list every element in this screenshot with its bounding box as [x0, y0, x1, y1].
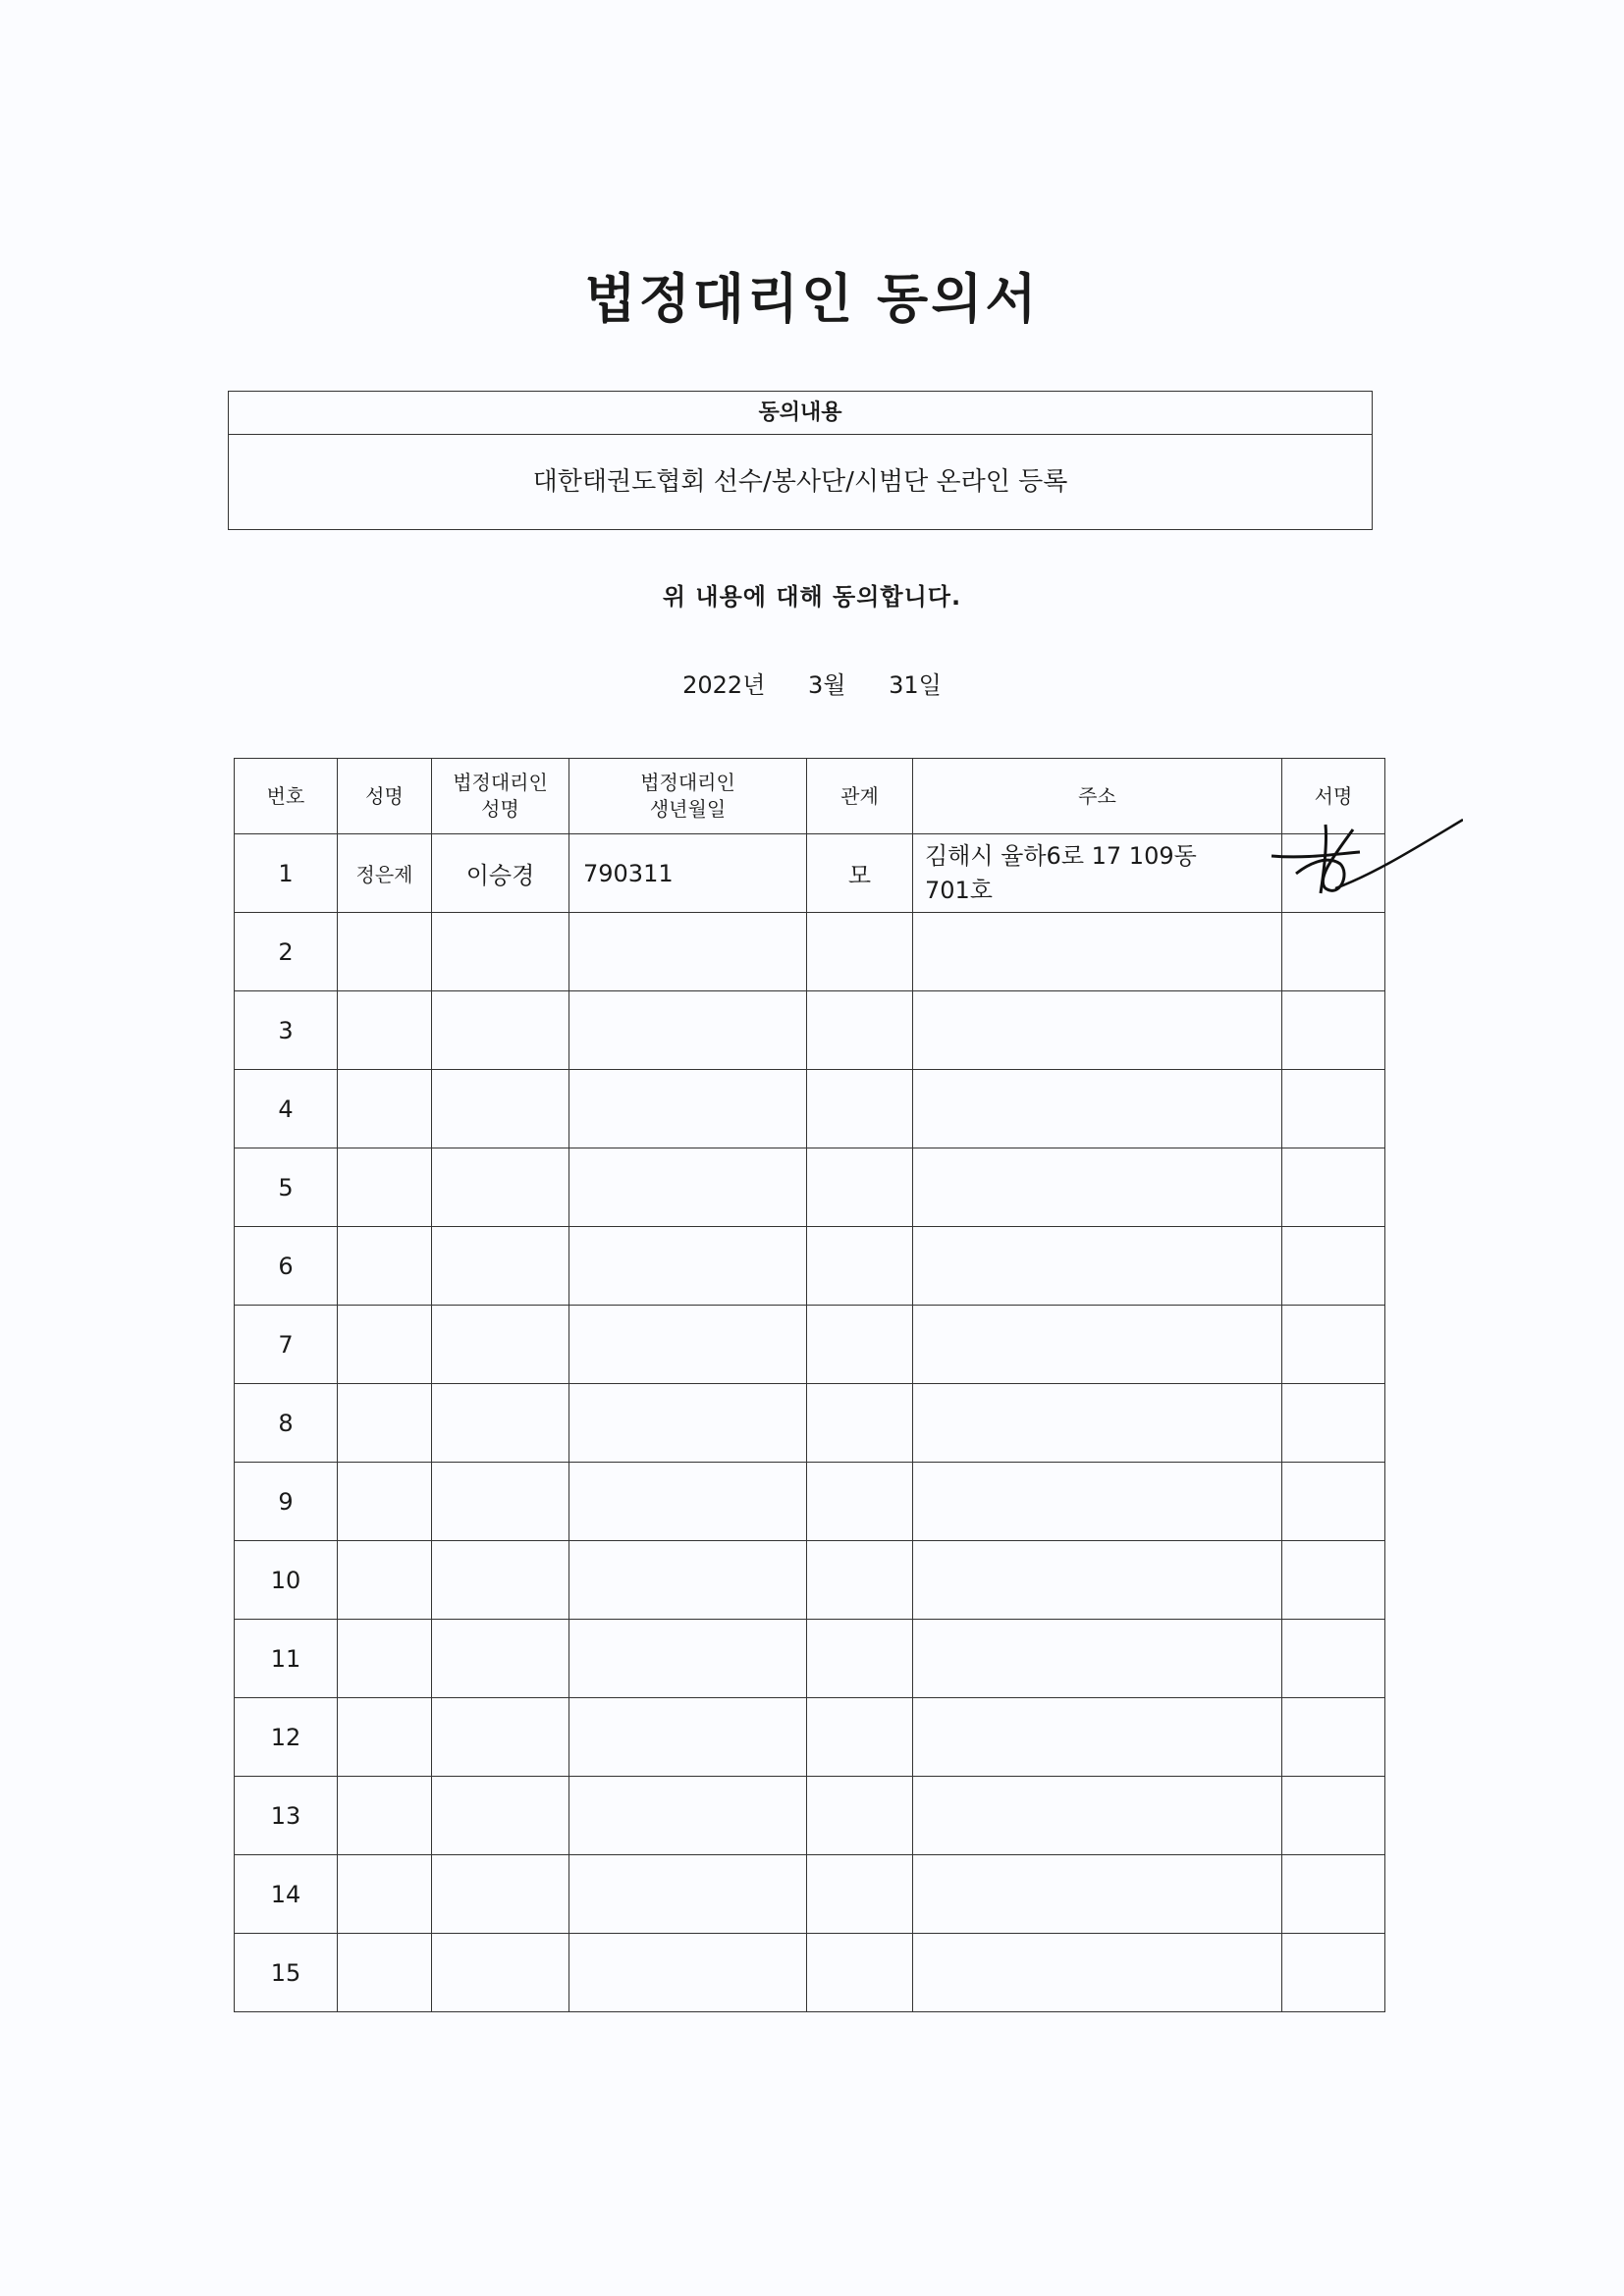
- cell-address: [913, 1855, 1282, 1934]
- cell-no: 6: [235, 1227, 338, 1306]
- cell-signature: [1282, 1306, 1385, 1384]
- cell-no: 3: [235, 991, 338, 1070]
- table-row: [235, 1698, 1385, 1777]
- header-address: 주소: [913, 759, 1282, 834]
- cell-relation: [807, 1070, 913, 1148]
- cell-guardian-birth: [569, 1463, 807, 1541]
- header-guardian-birth: [569, 759, 807, 834]
- cell-address: [913, 1070, 1282, 1148]
- cell-signature: [1282, 1463, 1385, 1541]
- cell-guardian-name: [432, 1070, 569, 1148]
- cell-no: 12: [235, 1698, 338, 1777]
- cell-guardian-name: [432, 1541, 569, 1620]
- cell-guardian-birth: 790311: [569, 834, 807, 913]
- cell-no: 11: [235, 1620, 338, 1698]
- cell-guardian-birth: [569, 1148, 807, 1227]
- cell-signature: [1282, 1148, 1385, 1227]
- cell-guardian-birth: [569, 1698, 807, 1777]
- cell-name: [338, 1463, 432, 1541]
- table-row: [235, 834, 1385, 913]
- cell-guardian-birth: [569, 1384, 807, 1463]
- header-guardian-birth-line1: 법정대리인: [640, 771, 735, 794]
- header-no: 번호: [235, 759, 338, 834]
- table-row: [235, 1541, 1385, 1620]
- table-row: [235, 1620, 1385, 1698]
- cell-guardian-birth: [569, 1855, 807, 1934]
- cell-guardian-birth: [569, 1306, 807, 1384]
- cell-signature: [1282, 913, 1385, 991]
- cell-relation: [807, 1384, 913, 1463]
- table-row: [235, 991, 1385, 1070]
- cell-guardian-name: [432, 1384, 569, 1463]
- cell-name: [338, 1620, 432, 1698]
- cell-address: [913, 991, 1282, 1070]
- cell-guardian-name: [432, 913, 569, 991]
- date-year: 2022년: [682, 671, 766, 699]
- cell-guardian-name: [432, 1698, 569, 1777]
- cell-name: [338, 1855, 432, 1934]
- header-signature: 서명: [1282, 759, 1385, 834]
- cell-guardian-birth: [569, 913, 807, 991]
- agreement-statement: 위 내용에 대해 동의합니다.: [662, 583, 962, 611]
- table-row: [235, 1777, 1385, 1855]
- table-row: [235, 1306, 1385, 1384]
- address-line: 701호: [925, 876, 993, 904]
- cell-no: 15: [235, 1934, 338, 2012]
- cell-address: [913, 1620, 1282, 1698]
- header-guardian-name: [432, 759, 569, 834]
- cell-address: [913, 1934, 1282, 2012]
- cell-address: [913, 1148, 1282, 1227]
- cell-name: [338, 1227, 432, 1306]
- table-row: [235, 1384, 1385, 1463]
- cell-guardian-name: [432, 1855, 569, 1934]
- cell-guardian-name: [432, 1463, 569, 1541]
- cell-signature: [1282, 1698, 1385, 1777]
- cell-guardian-name: [432, 1227, 569, 1306]
- cell-relation: [807, 1148, 913, 1227]
- cell-name: [338, 1148, 432, 1227]
- cell-relation: [807, 1306, 913, 1384]
- cell-guardian-birth: [569, 1541, 807, 1620]
- cell-signature: [1282, 1620, 1385, 1698]
- cell-guardian-name: 이승경: [432, 834, 569, 913]
- cell-guardian-birth: [569, 1620, 807, 1698]
- header-guardian-birth-line2: 생년월일: [649, 797, 727, 821]
- cell-relation: [807, 1855, 913, 1934]
- header-guardian-name-line2: 성명: [481, 797, 519, 821]
- table-row: [235, 1070, 1385, 1148]
- cell-guardian-birth: [569, 1934, 807, 2012]
- cell-name: [338, 1541, 432, 1620]
- table-row: [235, 1934, 1385, 2012]
- cell-relation: [807, 1463, 913, 1541]
- table-row: [235, 1227, 1385, 1306]
- cell-relation: [807, 913, 913, 991]
- date-month: 3월: [808, 671, 846, 699]
- cell-name: [338, 1777, 432, 1855]
- cell-no: 9: [235, 1463, 338, 1541]
- header-relation: 관계: [807, 759, 913, 834]
- cell-guardian-name: [432, 1934, 569, 2012]
- cell-guardian-name: [432, 991, 569, 1070]
- cell-guardian-name: [432, 1306, 569, 1384]
- cell-guardian-birth: [569, 1777, 807, 1855]
- cell-relation: [807, 1934, 913, 2012]
- cell-address: [913, 1463, 1282, 1541]
- cell-name: [338, 1306, 432, 1384]
- cell-signature: [1282, 1541, 1385, 1620]
- table-row: [235, 1855, 1385, 1934]
- cell-name: [338, 1934, 432, 2012]
- cell-name: [338, 1698, 432, 1777]
- cell-signature: [1282, 1227, 1385, 1306]
- address-line: 김해시 율하6로 17 109동: [925, 841, 1197, 870]
- cell-relation: [807, 991, 913, 1070]
- cell-address: [913, 913, 1282, 991]
- cell-no: 2: [235, 913, 338, 991]
- table-header-row: [235, 759, 1385, 834]
- cell-signature: [1282, 991, 1385, 1070]
- cell-no: 14: [235, 1855, 338, 1934]
- consent-header: 동의내용: [229, 392, 1372, 435]
- cell-no: 8: [235, 1384, 338, 1463]
- cell-name: [338, 1384, 432, 1463]
- cell-no: 5: [235, 1148, 338, 1227]
- table-row: [235, 1463, 1385, 1541]
- cell-relation: [807, 1777, 913, 1855]
- cell-guardian-birth: [569, 991, 807, 1070]
- cell-no: 4: [235, 1070, 338, 1148]
- cell-no: 13: [235, 1777, 338, 1855]
- handwritten-signature: [1267, 805, 1463, 903]
- guardian-table: [234, 758, 1385, 2012]
- cell-no: 1: [235, 834, 338, 913]
- cell-address: [913, 1698, 1282, 1777]
- consent-box: [228, 391, 1373, 530]
- document-date: [0, 666, 1624, 700]
- cell-address: [913, 1384, 1282, 1463]
- cell-relation: [807, 1227, 913, 1306]
- header-name: 성명: [338, 759, 432, 834]
- cell-address: [913, 1227, 1282, 1306]
- cell-signature: [1282, 1777, 1385, 1855]
- cell-address: [913, 1306, 1282, 1384]
- cell-address: [913, 834, 1282, 913]
- cell-address: [913, 1541, 1282, 1620]
- cell-guardian-name: [432, 1620, 569, 1698]
- cell-name: [338, 913, 432, 991]
- cell-signature: [1282, 1855, 1385, 1934]
- cell-name: [338, 991, 432, 1070]
- header-guardian-name-line1: 법정대리인: [453, 771, 548, 794]
- cell-guardian-birth: [569, 1070, 807, 1148]
- cell-name: 정은제: [338, 834, 432, 913]
- cell-signature: [1282, 1070, 1385, 1148]
- cell-no: 10: [235, 1541, 338, 1620]
- cell-name: [338, 1070, 432, 1148]
- date-day: 31일: [889, 671, 942, 699]
- cell-relation: [807, 1541, 913, 1620]
- cell-guardian-birth: [569, 1227, 807, 1306]
- cell-signature: [1282, 1934, 1385, 2012]
- cell-address: [913, 1777, 1282, 1855]
- cell-guardian-name: [432, 1777, 569, 1855]
- cell-signature: [1282, 1384, 1385, 1463]
- consent-content: 대한태권도협회 선수/봉사단/시범단 온라인 등록: [532, 467, 1068, 497]
- table-row: [235, 1148, 1385, 1227]
- cell-no: 7: [235, 1306, 338, 1384]
- cell-relation: 모: [807, 834, 913, 913]
- cell-relation: [807, 1698, 913, 1777]
- table-row: [235, 913, 1385, 991]
- cell-guardian-name: [432, 1148, 569, 1227]
- cell-relation: [807, 1620, 913, 1698]
- document-title: 법정대리인 동의서: [584, 268, 1040, 330]
